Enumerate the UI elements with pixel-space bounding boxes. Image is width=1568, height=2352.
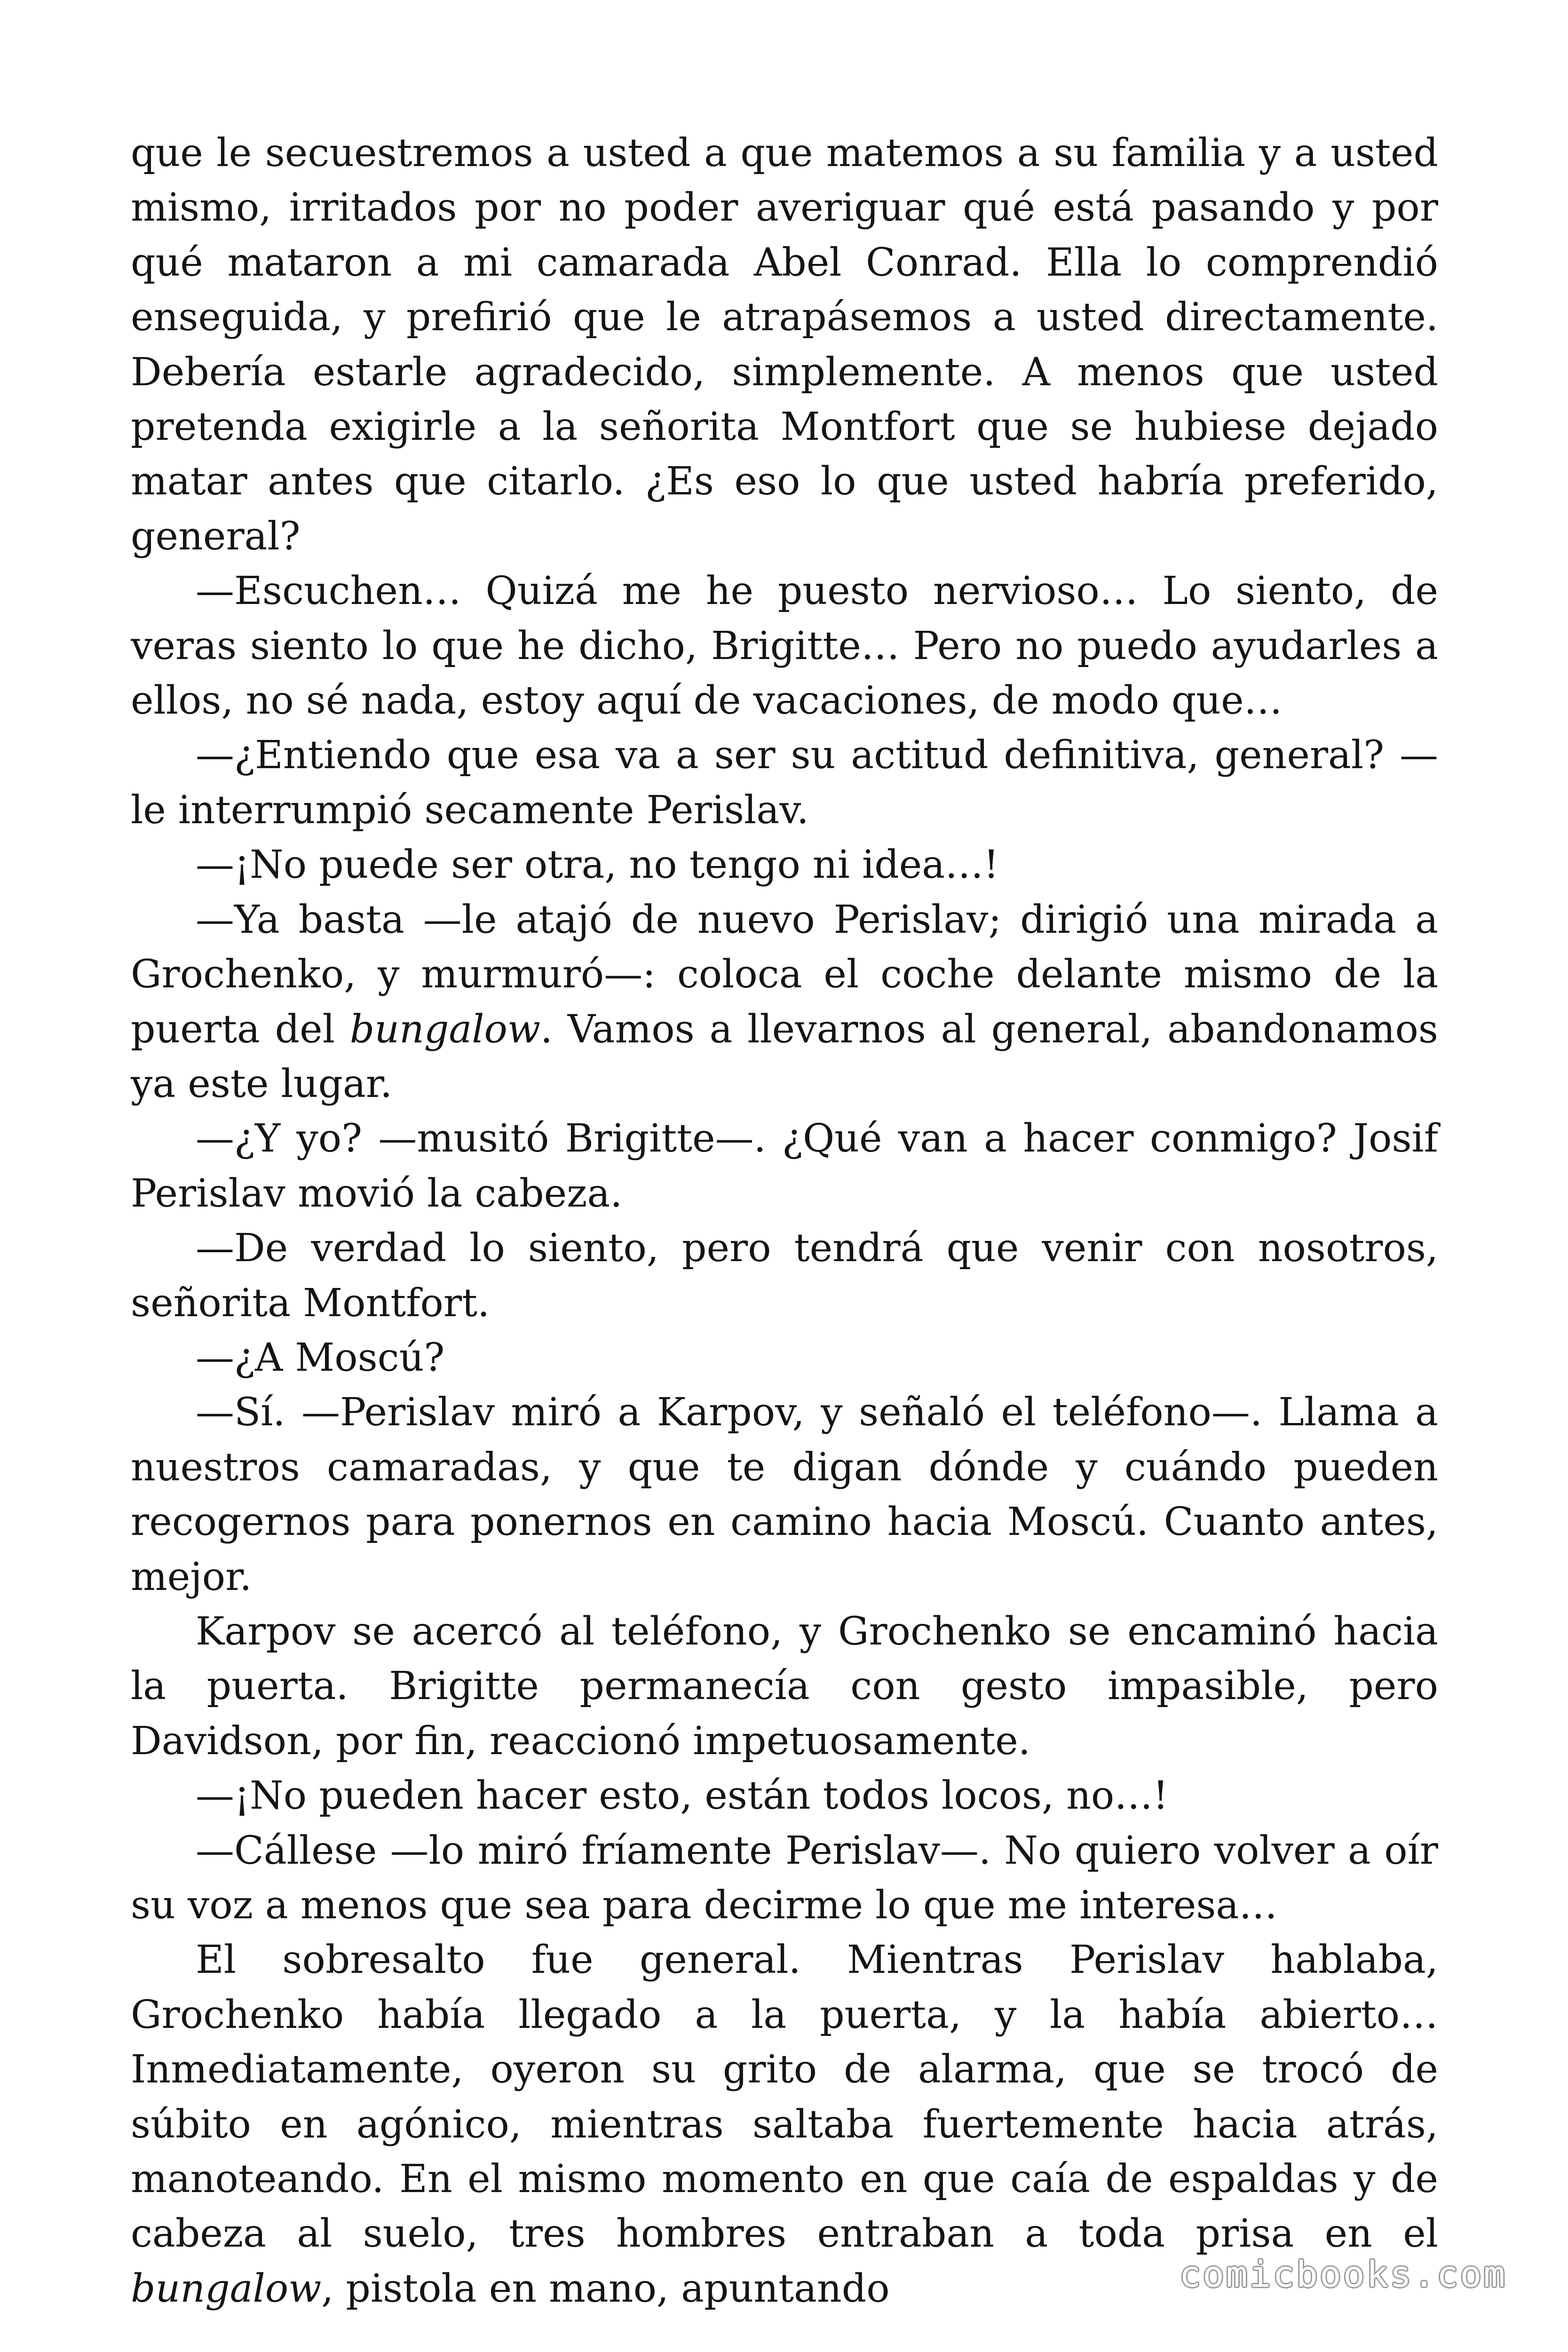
- paragraph-9: [131, 1385, 1438, 1605]
- paragraph-4: [131, 838, 1438, 892]
- paragraph-4-text: —¡No puede ser otra, no tengo ni idea…!: [196, 842, 999, 888]
- paragraph-1-text: que le secuestremos a usted a que matemos a su familia y a usted mismo, irritados por no poder averiguar qué está pasando y por qué mataron a mi camarada Abel Conrad. Ella lo comprendió enseguida, y prefirió que le atrapásemos a usted directamente. Debería estarle agradecido, simplemente. A menos que usted pretenda exigirle a la señorita Montfort que se hubiese dejado matar antes que citarlo. ¿Es eso lo que usted habría preferido, general?: [131, 131, 1438, 559]
- paragraph-8-text: —¿A Moscú?: [196, 1335, 445, 1380]
- paragraph-8: [131, 1331, 1438, 1385]
- paragraph-11: [131, 1769, 1438, 1823]
- paragraph-6: [131, 1112, 1438, 1221]
- paragraph-5-text-a: —Ya basta —le atajó de nuevo Perislav; dirigió una mirada a Grochenko, y murmuró—: coloca el coche delante mismo de la puerta del: [131, 897, 1438, 1052]
- paragraph-7: [131, 1221, 1438, 1331]
- paragraph-10-text: Karpov se acercó al teléfono, y Grochenko se encaminó hacia la puerta. Brigitte permanecía con gesto impasible, pero Davidson, por fin, reaccionó impetuosamente.: [131, 1609, 1438, 1764]
- paragraph-10: [131, 1605, 1438, 1769]
- paragraph-9-text: —Sí. —Perislav miró a Karpov, y señaló el teléfono—. Llama a nuestros camaradas, y que te digan dónde y cuándo pueden recogernos para ponernos en camino hacia Moscú. Cuanto antes, mejor.: [131, 1390, 1438, 1599]
- paragraph-2: [131, 564, 1438, 728]
- paragraph-3: [131, 728, 1438, 838]
- paragraph-13-italic-word: bungalow: [131, 2266, 322, 2311]
- paragraph-12: [131, 1824, 1438, 1933]
- paragraph-13-text-b: , pistola en mano, apuntando: [321, 2266, 890, 2311]
- paragraph-5-text-b: . Vamos a llevarnos al general, abandonamos ya este lugar.: [131, 1007, 1438, 1106]
- paragraph-5: [131, 893, 1438, 1112]
- paragraph-6-text: —¿Y yo? —musitó Brigitte—. ¿Qué van a hacer conmigo? Josif Perislav movió la cabeza.: [131, 1116, 1438, 1216]
- paragraph-13-text-a: El sobresalto fue general. Mientras Perislav hablaba, Grochenko había llegado a la puerta, y la había abierto… Inmediatamente, oyeron su grito de alarma, que se trocó de súbito en agónico, mientras saltaba fuertemente hacia atrás, manoteando. En el mismo momento en que caía de espaldas y de cabeza al suelo, tres hombres entraban a toda prisa en el: [131, 1938, 1438, 2257]
- paragraph-11-text: —¡No pueden hacer esto, están todos locos, no…!: [196, 1773, 1169, 1819]
- paragraph-12-text: —Cállese —lo miró fríamente Perislav—. No quiero volver a oír su voz a menos que sea para decirme lo que me interesa…: [131, 1828, 1438, 1928]
- paragraph-5-italic-word: bungalow: [349, 1007, 541, 1052]
- paragraph-2-text: —Escuchen… Quizá me he puesto nervioso… Lo siento, de veras siento lo que he dicho, Brigitte… Pero no puedo ayudarles a ellos, no sé nada, estoy aquí de vacaciones, de modo que…: [131, 569, 1438, 723]
- paragraph-1: [131, 126, 1438, 564]
- paragraph-7-text: —De verdad lo siento, pero tendrá que venir con nosotros, señorita Montfort.: [131, 1226, 1438, 1326]
- page-body: [131, 126, 1438, 2316]
- paragraph-3-text: —¿Entiendo que esa va a ser su actitud definitiva, general? —le interrumpió secamente Perislav.: [131, 733, 1438, 833]
- watermark: comicbooks.com: [1179, 2253, 1507, 2295]
